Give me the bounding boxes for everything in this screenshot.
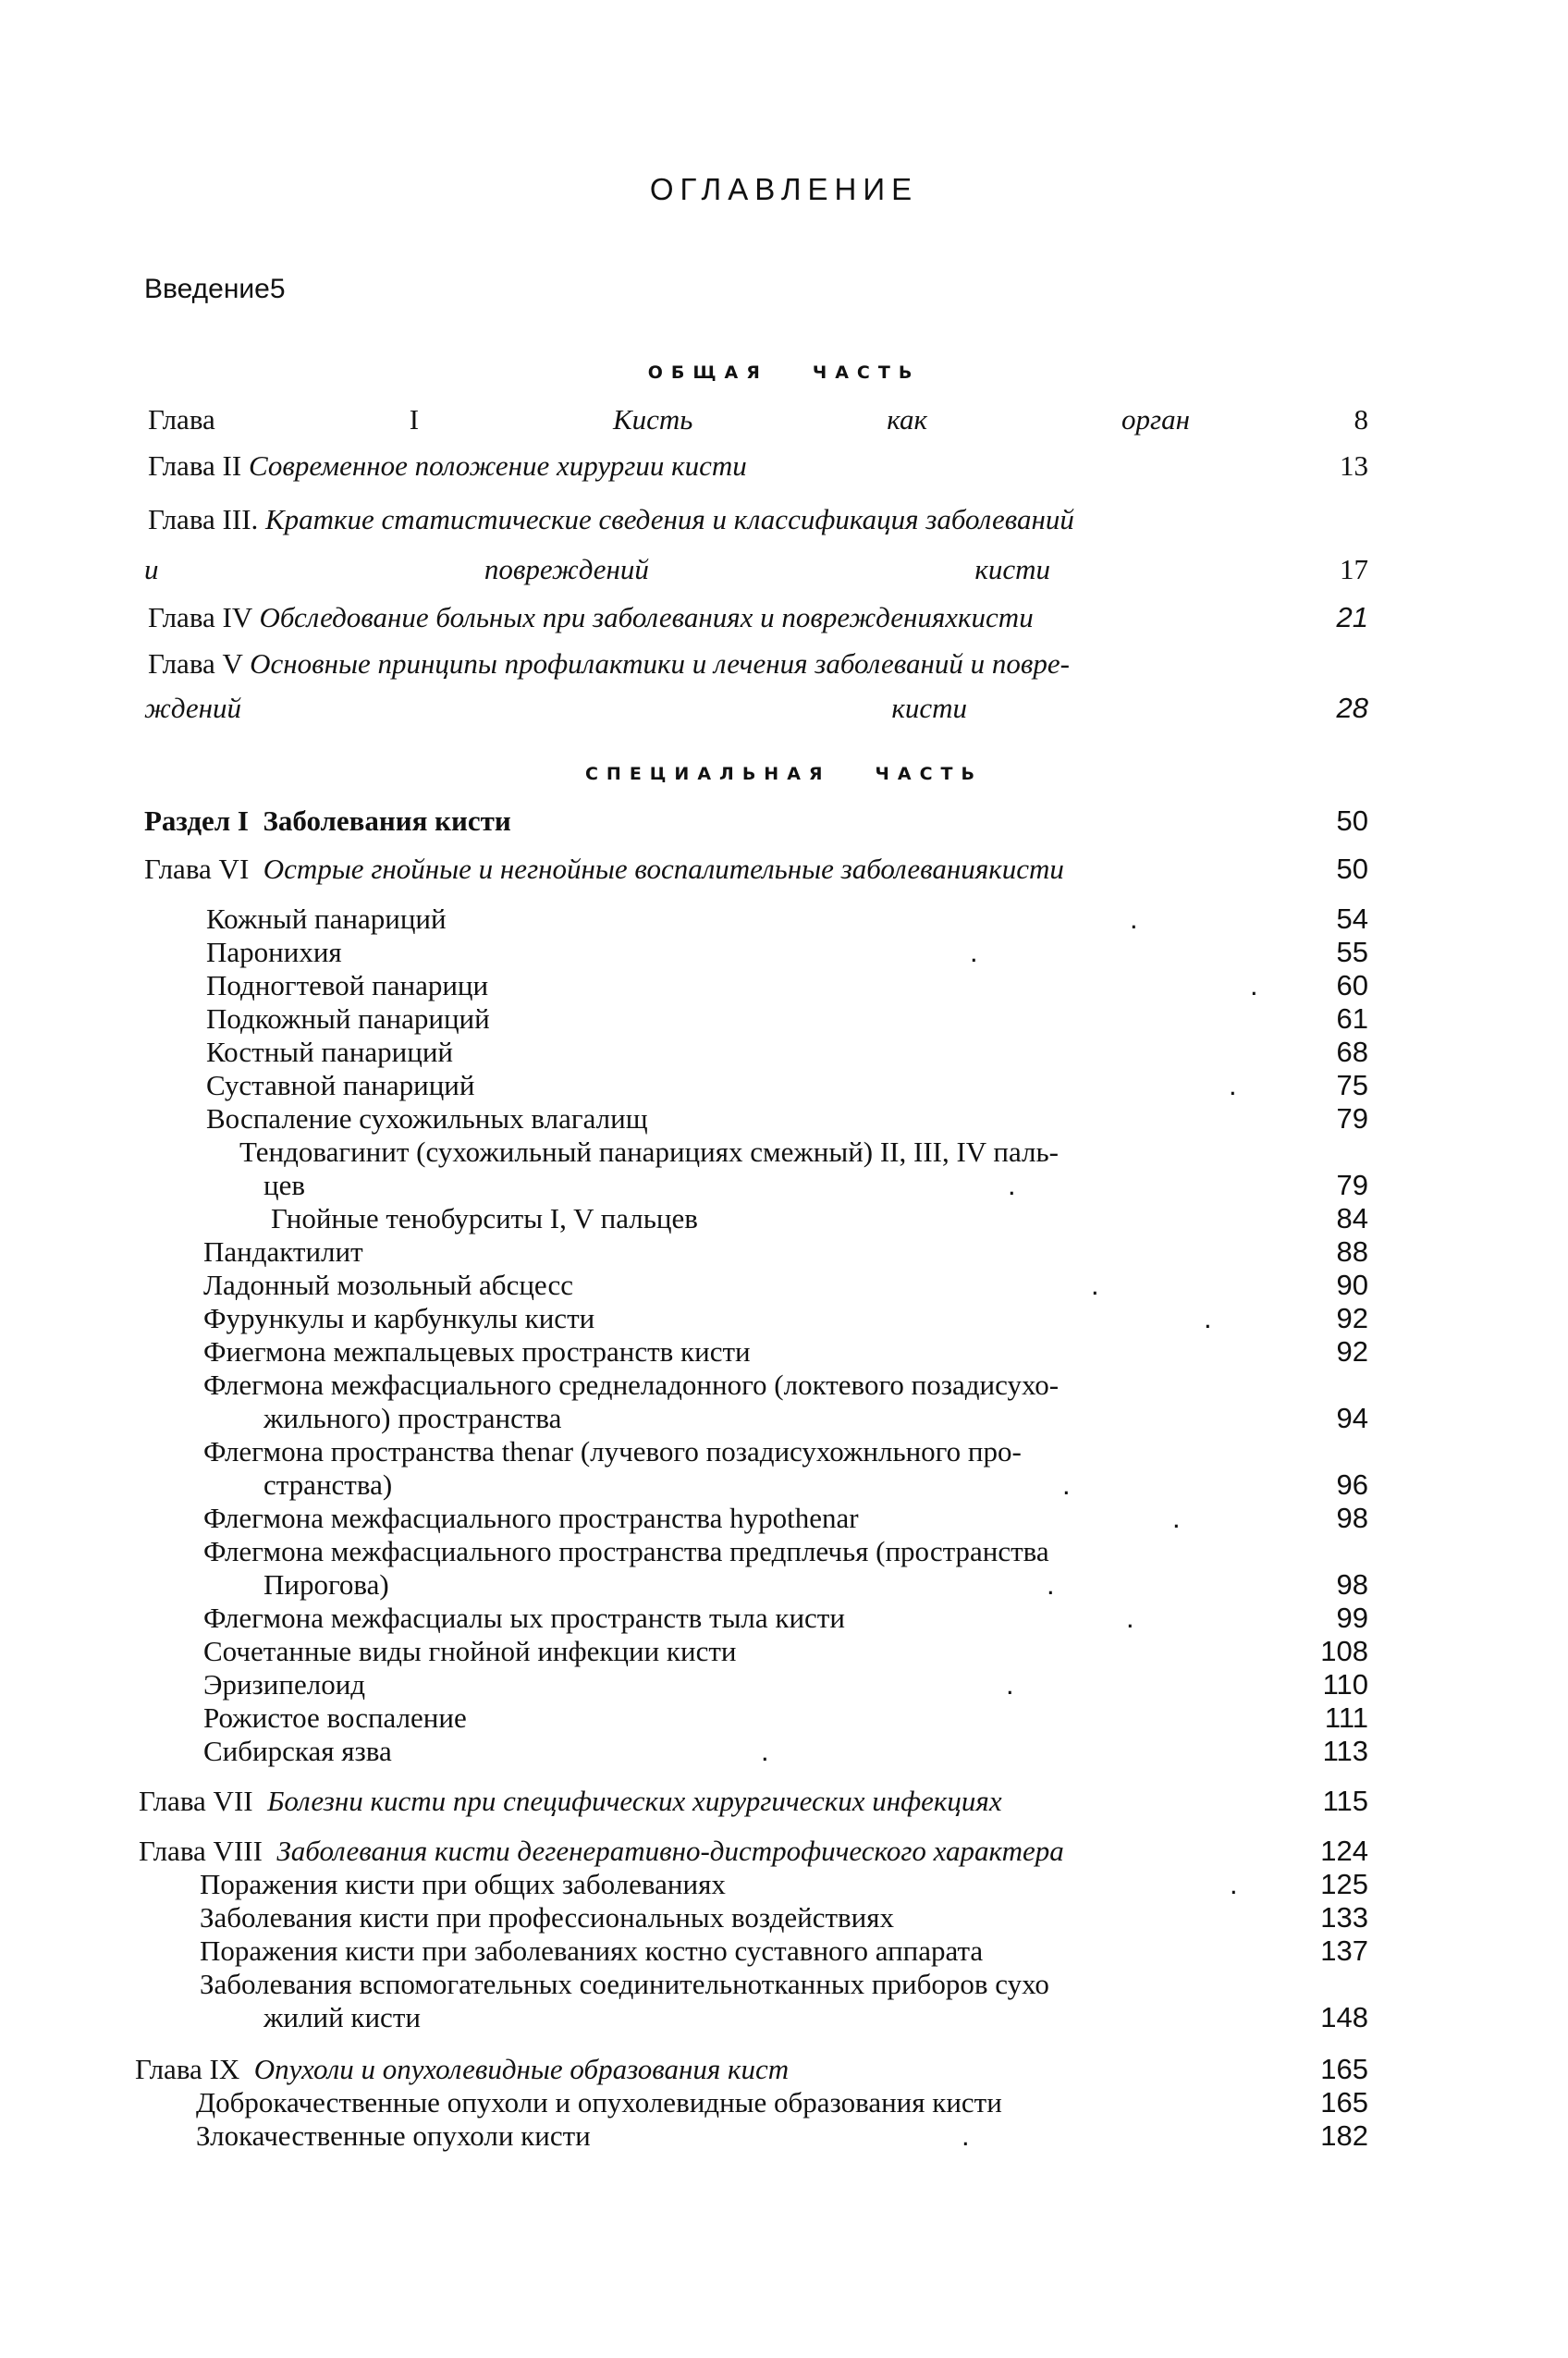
- toc-item-page: 90: [1336, 1269, 1368, 1301]
- toc-item-page: 75: [1336, 1069, 1368, 1101]
- toc-item-page: 92: [1336, 1302, 1368, 1334]
- toc-item-page: 98: [1336, 1502, 1368, 1534]
- toc-item-page: 84: [1336, 1202, 1368, 1234]
- page-title: ОГЛАВЛЕНИЕ: [649, 172, 919, 206]
- chapter-7-page: 115: [1322, 1785, 1368, 1817]
- toc-item-page: 54: [1336, 903, 1368, 935]
- section-1-page: 50: [1336, 804, 1368, 837]
- toc-item-page: 92: [1336, 1335, 1368, 1368]
- leader-dot: .: [970, 936, 978, 968]
- toc-item: Подногтевой панарици: [206, 969, 489, 1001]
- toc-item: Злокачественные опухоли кисти: [196, 2119, 591, 2152]
- toc-item-page: 55: [1336, 936, 1368, 968]
- toc-item-page: 98: [1336, 1568, 1368, 1601]
- chapter-6-page: 50: [1336, 853, 1368, 885]
- chapter-5-entry: Глава V Основные принципы профилактики и лечения заболеваний и повре-: [148, 647, 1070, 680]
- toc-item: Фурункулы и карбункулы кисти: [203, 1302, 595, 1334]
- toc-item-page: 79: [1336, 1102, 1368, 1135]
- chapter-1-entry: Глава I Кисть как орган: [148, 403, 1190, 436]
- leader-dot: .: [962, 2119, 970, 2152]
- leader-dot: .: [1229, 1069, 1237, 1101]
- leader-dot: .: [1062, 1468, 1071, 1501]
- toc-item-page: 96: [1336, 1468, 1368, 1501]
- toc-item: Заболевания кисти при профессиональных воздействиях: [200, 1901, 895, 1934]
- toc-item-page: 99: [1336, 1602, 1368, 1634]
- toc-item-page: 111: [1324, 1701, 1368, 1734]
- toc-item: Рожистое воспаление: [203, 1701, 467, 1734]
- toc-item: Воспаление сухожильных влагалищ: [206, 1102, 648, 1135]
- toc-item: Доброкачественные опухоли и опухолевидные образования кисти: [196, 2086, 1002, 2119]
- chapter-8-page: 124: [1320, 1835, 1368, 1867]
- chapter-2-entry: Глава II Современное положение хирургии кисти: [148, 449, 747, 482]
- toc-item-page: 113: [1322, 1735, 1368, 1767]
- toc-item: Гнойные тенобурситы I, V пальцев: [271, 1202, 698, 1234]
- intro-entry: Введение5: [144, 274, 286, 304]
- chapter-5-entry-line2: ждений кисти: [144, 692, 967, 724]
- toc-item: Заболевания вспомогательных соединительнотканных приборов сухо: [200, 1968, 1049, 2000]
- toc-item: Флегмона межфасциального среднеладонного (локтевого позадисухо-: [203, 1369, 1060, 1401]
- toc-item: Поражения кисти при общих заболеваниях: [200, 1868, 726, 1900]
- toc-item-page: 165: [1320, 2086, 1368, 2119]
- toc-item-page: 182: [1320, 2119, 1368, 2152]
- toc-item: Пирогова): [263, 1568, 389, 1601]
- toc-item-page: 133: [1320, 1901, 1368, 1934]
- toc-item-page: 68: [1336, 1036, 1368, 1068]
- toc-item: Сибирская язва: [203, 1735, 392, 1767]
- toc-item: Поражения кисти при заболеваниях костно суставного аппарата: [200, 1934, 984, 1967]
- toc-item-page: 137: [1320, 1934, 1368, 1967]
- chapter-1-page: 8: [1354, 403, 1368, 436]
- leader-dot: .: [761, 1735, 769, 1767]
- general-part-heading: ОБЩАЯ ЧАСТЬ: [647, 362, 921, 383]
- toc-item-page: 125: [1320, 1868, 1368, 1900]
- toc-item: Суставной панариций: [206, 1069, 475, 1101]
- chapter-9-entry: Глава IX Опухоли и опухолевидные образования кист: [135, 2053, 790, 2085]
- section-1-entry: Раздел I Заболевания кисти: [144, 804, 511, 837]
- leader-dot: .: [1130, 903, 1138, 935]
- toc-item: Тендовагинит (сухожильный панарициях смежный) II, III, IV паль-: [239, 1136, 1059, 1168]
- leader-dot: .: [1126, 1602, 1134, 1634]
- toc-item: Фиегмона межпальцевых пространств кисти: [203, 1335, 751, 1368]
- chapter-8-entry: Глава VIII Заболевания кисти дегенеративно-дистрофического характера: [139, 1835, 1064, 1867]
- chapter-6-entry: Глава VI Острые гнойные и негнойные воспалительные заболеваниякисти: [144, 853, 1064, 885]
- special-part-heading: СПЕЦИАЛЬНАЯ ЧАСТЬ: [584, 764, 983, 784]
- chapter-2-page: 13: [1340, 449, 1368, 482]
- toc-item: жильного) пространства: [263, 1402, 562, 1434]
- leader-dot: .: [1006, 1668, 1014, 1701]
- chapter-4-entry: Глава IV Обследование больных при заболеваниях и поврежденияхкисти: [148, 601, 1034, 633]
- toc-item: Флегмона пространства thenar (лучевого позадисухожнльного про-: [203, 1435, 1022, 1468]
- toc-item-page: 110: [1322, 1668, 1368, 1701]
- toc-item-page: 94: [1336, 1402, 1368, 1434]
- leader-dot: .: [1091, 1269, 1099, 1301]
- leader-dot: .: [1008, 1169, 1016, 1201]
- toc-item: Паронихия: [206, 936, 342, 968]
- toc-item: цев: [263, 1169, 305, 1201]
- toc-item-page: 61: [1336, 1002, 1368, 1035]
- toc-item: Пандактилит: [203, 1235, 363, 1268]
- chapter-9-page: 165: [1320, 2053, 1368, 2085]
- chapter-3-entry-line2: и повреждений кисти: [144, 553, 1050, 585]
- leader-dot: .: [1204, 1302, 1212, 1334]
- chapter-4-page: 21: [1336, 601, 1368, 633]
- chapter-7-entry: Глава VII Болезни кисти при специфических хирургических инфекциях: [139, 1785, 1002, 1817]
- toc-item-page: 108: [1320, 1635, 1368, 1667]
- chapter-3-page: 17: [1340, 553, 1368, 585]
- leader-dot: .: [1230, 1868, 1238, 1900]
- toc-item: Кожный панариций: [206, 903, 447, 935]
- toc-item: Ладонный мозольный абсцесс: [203, 1269, 573, 1301]
- toc-item: Эризипелоид: [203, 1668, 366, 1701]
- leader-dot: .: [1250, 969, 1258, 1001]
- leader-dot: .: [1172, 1502, 1181, 1534]
- chapter-3-entry: Глава III. Краткие статистические сведения и классификация заболеваний: [148, 503, 1074, 535]
- leader-dot: .: [1047, 1568, 1055, 1601]
- toc-item: Сочетанные виды гнойной инфекции кисти: [203, 1635, 737, 1667]
- toc-item-page: 88: [1336, 1235, 1368, 1268]
- toc-item: жилий кисти: [263, 2001, 421, 2033]
- toc-item-page: 79: [1336, 1169, 1368, 1201]
- toc-item: странства): [263, 1468, 393, 1501]
- toc-item-page: 148: [1320, 2001, 1368, 2033]
- toc-item: Подкожный панариций: [206, 1002, 490, 1035]
- toc-item: Флегмона межфасциального пространства hypothenar: [203, 1502, 859, 1534]
- toc-item: Костный панариций: [206, 1036, 454, 1068]
- toc-item: Флегмона межфасциального пространства предплечья (пространства: [203, 1535, 1049, 1567]
- toc-item-page: 60: [1336, 969, 1368, 1001]
- chapter-5-page: 28: [1336, 692, 1368, 724]
- toc-item: Флегмона межфасциалы ых пространств тыла кисти: [203, 1602, 845, 1634]
